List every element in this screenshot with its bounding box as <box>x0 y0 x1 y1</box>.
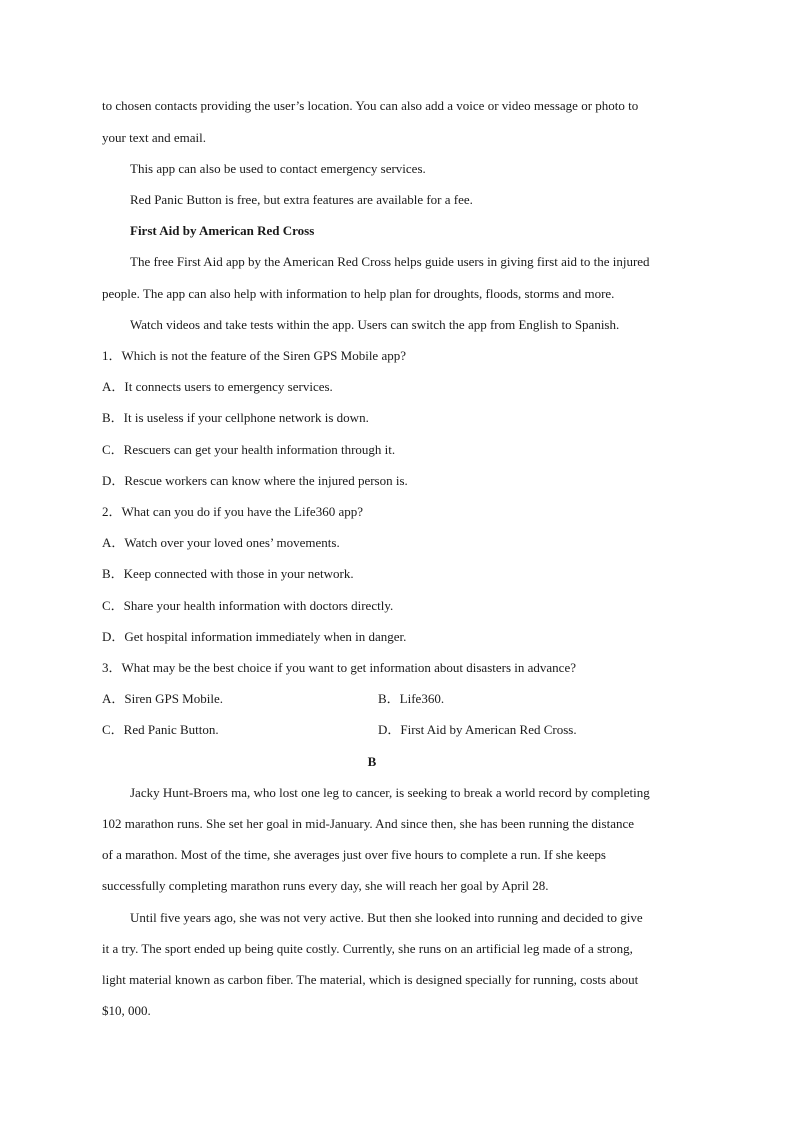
first-aid-line-2: people. The app can also help with information to help plan for droughts, floods, storms and more. <box>102 286 615 301</box>
question-3-option-b: B．Life360. <box>378 691 445 706</box>
question-3-stem: 3．What may be the best choice if you want to get information about disasters in advance? <box>102 660 576 675</box>
question-2-stem: 2．What can you do if you have the Life360 app? <box>102 504 363 519</box>
passage-b-p2-line-4: $10, 000. <box>102 1003 151 1018</box>
passage-a-line-1: to chosen contacts providing the user’s location. You can also add a voice or video message or photo to <box>102 98 639 113</box>
question-2-option-d: D．Get hospital information immediately when in danger. <box>102 629 407 644</box>
section-title-first-aid: First Aid by American Red Cross <box>130 223 315 238</box>
passage-b-heading: B <box>367 754 377 769</box>
passage-b-p2-line-1: Until five years ago, she was not very active. But then she looked into running and decided to give <box>130 910 643 925</box>
first-aid-line-3: Watch videos and take tests within the app. Users can switch the app from English to Spanish. <box>130 317 620 332</box>
passage-b-p1-line-1: Jacky Hunt-Broers ma, who lost one leg to cancer, is seeking to break a world record by completing <box>130 785 650 800</box>
question-1-option-d: D．Rescue workers can know where the injured person is. <box>102 473 408 488</box>
question-2-option-a: A．Watch over your loved ones’ movements. <box>102 535 340 550</box>
passage-b-p1-line-4: successfully completing marathon runs every day, she will reach her goal by April 28. <box>102 878 549 893</box>
question-1-option-a: A．It connects users to emergency services. <box>102 379 333 394</box>
question-2-option-b: B．Keep connected with those in your network. <box>102 566 354 581</box>
question-3-option-d: D．First Aid by American Red Cross. <box>378 722 577 737</box>
question-2-option-c: C．Share your health information with doctors directly. <box>102 598 394 613</box>
passage-b-p1-line-3: of a marathon. Most of the time, she averages just over five hours to complete a run. If she keeps <box>102 847 606 862</box>
passage-b-p2-line-3: light material known as carbon fiber. The material, which is designed specially for running, costs about <box>102 972 639 987</box>
passage-a-line-3: This app can also be used to contact emergency services. <box>130 161 426 176</box>
question-1-option-b: B．It is useless if your cellphone network is down. <box>102 410 369 425</box>
question-3-option-c: C．Red Panic Button. <box>102 722 219 737</box>
first-aid-line-1: The free First Aid app by the American Red Cross helps guide users in giving first aid to the injured <box>130 254 650 269</box>
passage-a-line-4: Red Panic Button is free, but extra features are available for a fee. <box>130 192 473 207</box>
passage-b-p1-line-2: 102 marathon runs. She set her goal in mid-January. And since then, she has been running the distance <box>102 816 635 831</box>
question-1-stem: 1．Which is not the feature of the Siren GPS Mobile app? <box>102 348 406 363</box>
question-3-option-a: A．Siren GPS Mobile. <box>102 691 223 706</box>
passage-a-line-2: your text and email. <box>102 130 206 145</box>
passage-b-p2-line-2: it a try. The sport ended up being quite costly. Currently, she runs on an artificial leg made of a strong, <box>102 941 633 956</box>
question-1-option-c: C．Rescuers can get your health information through it. <box>102 442 396 457</box>
